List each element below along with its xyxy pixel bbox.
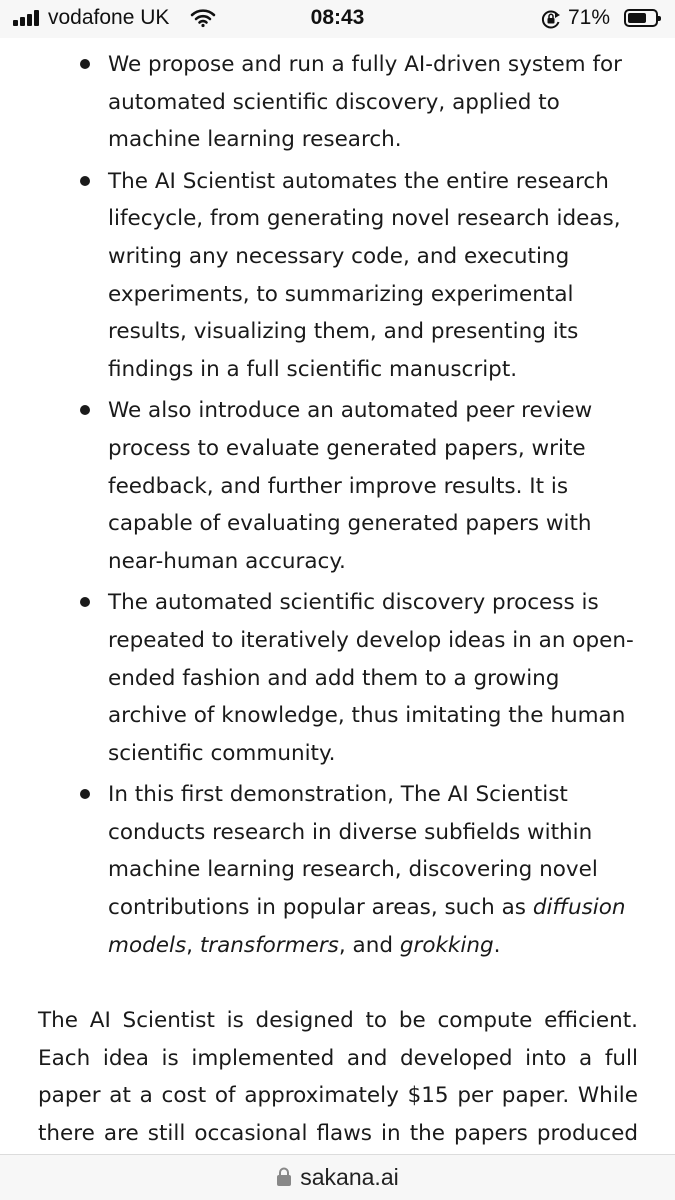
bullet-text: In this first demonstration, The AI Scientist conducts research in diverse subfields within machine learning research, discovering novel contributions in popular areas, such as xyxy=(108,782,598,921)
carrier-name: vodafone UK xyxy=(48,6,170,29)
bullet-dot-icon xyxy=(80,59,90,69)
url-bar[interactable] xyxy=(0,1154,675,1200)
bullet-dot-icon xyxy=(80,176,90,186)
lock-icon xyxy=(276,1167,292,1187)
battery-percent: 71% xyxy=(568,6,611,29)
bullet-dot-icon xyxy=(80,405,90,415)
clock: 08:43 xyxy=(310,6,365,29)
bullet-item xyxy=(0,163,640,389)
emphasized-term: transformers xyxy=(199,932,339,958)
summary-paragraph: The AI Scientist is designed to be compute efficient. Each idea is implemented and developed into a full paper at a cost of approximately $15 per paper. While there are still occasional flaws in the papers produced xyxy=(38,1008,638,1146)
status-bar xyxy=(0,0,675,38)
emphasized-term: grokking xyxy=(399,932,494,958)
url-domain: sakana.ai xyxy=(300,1164,399,1190)
battery-icon xyxy=(624,9,658,27)
emphasized-term: diffusion models xyxy=(108,895,626,958)
bullet-item xyxy=(0,584,640,772)
bullet-item xyxy=(0,46,640,159)
bullet-dot-icon xyxy=(80,789,90,799)
bullet-text: The AI Scientist automates the entire research lifecycle, from generating novel research ideas, writing any necessary code, and executing experiments, to summarizing experimental results, visualizing them, and presenting its findings in a full scientific manuscript. xyxy=(108,168,621,382)
bullet-text: The automated scientific discovery process is repeated to iteratively develop ideas in an open-ended fashion and add them to a growing archive of knowledge, thus imitating the human scientific community. xyxy=(108,590,634,766)
bullet-text: , and xyxy=(338,932,400,958)
bullet-dot-icon xyxy=(80,597,90,607)
bullet-text: , xyxy=(186,932,200,958)
bullet-text: We also introduce an automated peer review process to evaluate generated papers, write feedback, and further improve results. It is capable of evaluating generated papers with near-human accuracy. xyxy=(108,398,593,574)
bullet-list xyxy=(0,46,675,968)
rotation-lock-icon xyxy=(541,9,561,29)
bullet-text: . xyxy=(493,932,501,958)
bullet-text: We propose and run a fully AI-driven system for automated scientific discovery, applied to machine learning research. xyxy=(108,52,623,153)
bullet-item xyxy=(0,776,640,964)
article-content xyxy=(0,38,675,1154)
bullet-item xyxy=(0,392,640,580)
